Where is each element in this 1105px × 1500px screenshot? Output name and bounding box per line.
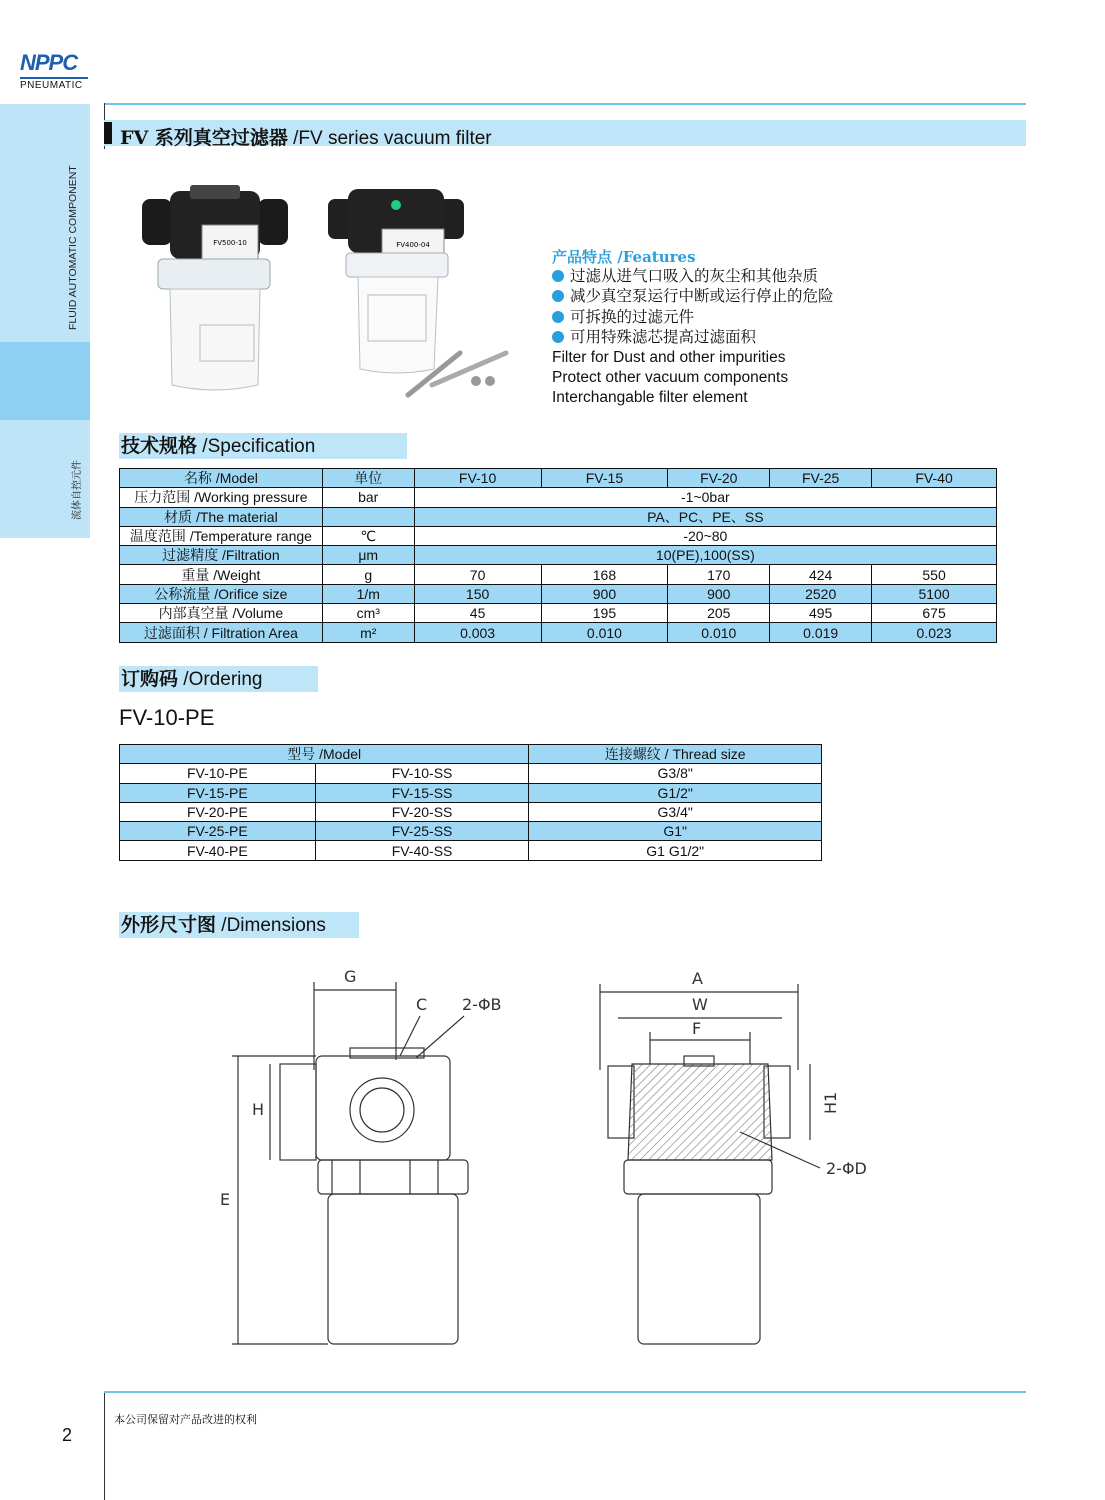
table-row bbox=[120, 565, 997, 584]
table-cell: cm³ bbox=[322, 604, 414, 623]
spec-heading-en: /Specification bbox=[197, 436, 316, 457]
table-header-cell: 名称 /Model bbox=[120, 469, 323, 488]
feature-bullet bbox=[552, 287, 834, 307]
features-heading: 产品特点 /Features bbox=[552, 248, 696, 266]
table-cell: 70 bbox=[414, 565, 541, 584]
table-cell: FV-40-SS bbox=[315, 841, 529, 860]
table-cell: 2520 bbox=[770, 584, 872, 603]
photo-label-right: FV400-04 bbox=[396, 241, 430, 249]
table-cell: 675 bbox=[872, 604, 997, 623]
table-cell: μm bbox=[322, 546, 414, 565]
table-cell: FV-15-SS bbox=[315, 783, 529, 802]
table-header-row bbox=[120, 469, 997, 488]
feature-bullet bbox=[552, 267, 834, 287]
table-cell: -20~80 bbox=[414, 526, 996, 545]
table-cell: 495 bbox=[770, 604, 872, 623]
table-cell: 公称流量 /Orifice size bbox=[120, 584, 323, 603]
table-cell: 重量 /Weight bbox=[120, 565, 323, 584]
table-row bbox=[120, 604, 997, 623]
table-cell: m² bbox=[322, 623, 414, 642]
bullet-dot-icon bbox=[552, 311, 564, 323]
table-cell: 1/m bbox=[322, 584, 414, 603]
footer-rule bbox=[104, 1391, 1026, 1393]
page-number: 2 bbox=[62, 1425, 73, 1445]
page-title bbox=[120, 123, 492, 150]
table-row bbox=[120, 488, 997, 507]
feature-text: 可用特殊滤芯提高过滤面积 bbox=[570, 328, 757, 346]
feature-line-en: Filter for Dust and other impurities bbox=[552, 349, 786, 367]
table-header-cell: 型号 /Model bbox=[120, 745, 529, 764]
bullet-dot-icon bbox=[552, 331, 564, 343]
table-cell: FV-25-SS bbox=[315, 822, 529, 841]
dim-label-b: 2-ΦB bbox=[462, 995, 502, 1014]
table-cell: 168 bbox=[541, 565, 668, 584]
table-cell: 5100 bbox=[872, 584, 997, 603]
table-cell: 过滤面积 / Filtration Area bbox=[120, 623, 323, 642]
table-cell: bar bbox=[322, 488, 414, 507]
table-cell: 0.010 bbox=[541, 623, 668, 642]
table-header-cell: FV-15 bbox=[541, 469, 668, 488]
feature-bullet bbox=[552, 308, 834, 328]
page-title-bar bbox=[104, 120, 1026, 149]
dim-label-h: H bbox=[252, 1100, 265, 1119]
page-title-cn: FV 系列真空过滤器 bbox=[120, 127, 288, 149]
table-cell: 过滤精度 /Filtration bbox=[120, 546, 323, 565]
table-cell: 170 bbox=[668, 565, 770, 584]
product-photos bbox=[140, 185, 530, 410]
spec-heading bbox=[119, 433, 407, 459]
table-cell: 压力范围 /Working pressure bbox=[120, 488, 323, 507]
dimensions-heading-cn: 外形尺寸图 bbox=[121, 914, 217, 936]
table-cell: 0.019 bbox=[770, 623, 872, 642]
spec-heading-cn: 技术规格 bbox=[121, 435, 198, 457]
table-cell: FV-20-SS bbox=[315, 802, 529, 821]
table-cell: FV-25-PE bbox=[120, 822, 316, 841]
bullet-dot-icon bbox=[552, 270, 564, 282]
dim-label-c: C bbox=[416, 995, 428, 1014]
table-cell: 150 bbox=[414, 584, 541, 603]
table-cell: 0.003 bbox=[414, 623, 541, 642]
ordering-heading-cn: 订购码 bbox=[121, 668, 179, 690]
dim-label-d: 2-ΦD bbox=[826, 1159, 867, 1178]
product-photo-fv500 bbox=[142, 185, 288, 390]
table-cell: 0.023 bbox=[872, 623, 997, 642]
dim-label-f: F bbox=[692, 1019, 702, 1038]
table-cell bbox=[322, 507, 414, 526]
brand-name: NPPC bbox=[20, 50, 78, 75]
dim-label-g: G bbox=[344, 967, 357, 986]
table-cell: G3/8" bbox=[529, 764, 822, 783]
brand-logo bbox=[20, 50, 90, 91]
page-title-en: /FV series vacuum filter bbox=[287, 128, 492, 149]
table-cell: FV-40-PE bbox=[120, 841, 316, 860]
footer-note: 本公司保留对产品改进的权利 bbox=[114, 1413, 257, 1426]
ordering-heading-en: /Ordering bbox=[178, 669, 263, 690]
table-row bbox=[120, 802, 822, 821]
ordering-table bbox=[119, 744, 822, 861]
table-cell: -1~0bar bbox=[414, 488, 996, 507]
table-cell: PA、PC、PE、SS bbox=[414, 507, 996, 526]
table-cell: G3/4" bbox=[529, 802, 822, 821]
table-cell: 424 bbox=[770, 565, 872, 584]
side-label-english: FLUID AUTOMATIC COMPONENT bbox=[67, 165, 79, 330]
table-row bbox=[120, 764, 822, 783]
ordering-code: FV-10-PE bbox=[119, 705, 215, 730]
table-row bbox=[120, 783, 822, 802]
dim-label-h1: H1 bbox=[821, 1091, 840, 1114]
table-cell: 内部真空量 /Volume bbox=[120, 604, 323, 623]
table-cell: 900 bbox=[541, 584, 668, 603]
table-header-cell: FV-40 bbox=[872, 469, 997, 488]
table-row bbox=[120, 526, 997, 545]
dim-label-w: W bbox=[692, 995, 708, 1014]
table-cell: G1 G1/2" bbox=[529, 841, 822, 860]
table-cell: ℃ bbox=[322, 526, 414, 545]
product-photo-fv400 bbox=[328, 189, 506, 395]
dimensions-heading-en: /Dimensions bbox=[216, 915, 326, 936]
front-view-drawing bbox=[600, 969, 867, 1344]
dimension-drawing bbox=[220, 960, 920, 1360]
table-cell: G1" bbox=[529, 822, 822, 841]
table-cell: 195 bbox=[541, 604, 668, 623]
table-row bbox=[120, 841, 822, 860]
feature-line-en: Protect other vacuum components bbox=[552, 369, 789, 387]
table-cell: 10(PE),100(SS) bbox=[414, 546, 996, 565]
feature-line-en: Interchangable filter element bbox=[552, 389, 748, 407]
side-view-drawing bbox=[220, 967, 502, 1344]
feature-text: 可拆换的过滤元件 bbox=[570, 308, 695, 326]
bullet-dot-icon bbox=[552, 290, 564, 302]
side-band-highlight bbox=[0, 342, 90, 420]
table-header-cell: FV-20 bbox=[668, 469, 770, 488]
table-header-cell: 单位 bbox=[322, 469, 414, 488]
table-cell: 550 bbox=[872, 565, 997, 584]
table-cell: 900 bbox=[668, 584, 770, 603]
table-row bbox=[120, 822, 822, 841]
feature-text: 减少真空泵运行中断或运行停止的危险 bbox=[570, 288, 834, 306]
table-cell: FV-15-PE bbox=[120, 783, 316, 802]
table-row bbox=[120, 584, 997, 603]
table-row bbox=[120, 546, 997, 565]
table-header-cell: FV-25 bbox=[770, 469, 872, 488]
title-marker bbox=[104, 122, 112, 144]
table-cell: 材质 /The material bbox=[120, 507, 323, 526]
table-cell: FV-10-PE bbox=[120, 764, 316, 783]
dim-label-e: E bbox=[220, 1190, 231, 1209]
table-header-cell: FV-10 bbox=[414, 469, 541, 488]
side-label-chinese: 流体自控元件 bbox=[72, 460, 83, 520]
table-cell: g bbox=[322, 565, 414, 584]
table-cell: FV-20-PE bbox=[120, 802, 316, 821]
feature-text: 过滤从进气口吸入的灰尘和其他杂质 bbox=[570, 268, 819, 286]
ordering-heading bbox=[119, 666, 318, 692]
table-cell: G1/2" bbox=[529, 783, 822, 802]
top-rule bbox=[104, 103, 1026, 105]
logo-rule bbox=[20, 77, 88, 79]
table-header-row bbox=[120, 745, 822, 764]
table-cell: FV-10-SS bbox=[315, 764, 529, 783]
table-cell: 45 bbox=[414, 604, 541, 623]
dimensions-heading bbox=[119, 912, 359, 938]
features-block bbox=[552, 247, 834, 409]
table-header-cell: 连接螺纹 / Thread size bbox=[529, 745, 822, 764]
table-cell: 205 bbox=[668, 604, 770, 623]
brand-tagline: PNEUMATIC bbox=[20, 80, 83, 91]
photo-label-left: FV500-10 bbox=[213, 239, 247, 247]
dim-label-a: A bbox=[692, 969, 703, 988]
table-cell: 0.010 bbox=[668, 623, 770, 642]
footer-vertical-rule bbox=[104, 1393, 105, 1500]
table-row bbox=[120, 507, 997, 526]
feature-bullet bbox=[552, 328, 834, 348]
table-cell: 温度范围 /Temperature range bbox=[120, 526, 323, 545]
spec-table bbox=[119, 468, 997, 643]
table-row bbox=[120, 623, 997, 642]
